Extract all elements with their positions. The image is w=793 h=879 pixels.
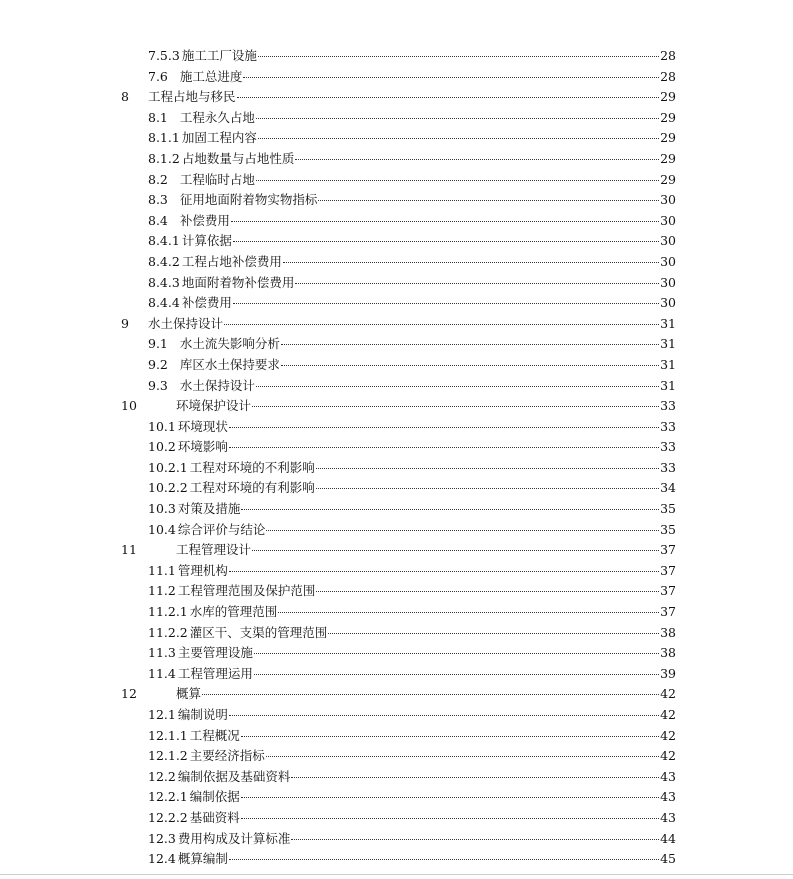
- toc-entry[interactable]: [148, 581, 676, 602]
- toc-entry[interactable]: [148, 170, 676, 191]
- toc-section-number: 8.1: [148, 109, 168, 125]
- toc-entry[interactable]: [148, 664, 676, 685]
- toc-section-title: 管理机构: [177, 562, 228, 578]
- dot-leader: [291, 777, 659, 778]
- toc-section-title: 库区水土保持要求: [179, 356, 280, 372]
- toc-row: [0, 705, 793, 726]
- toc-entry-title: [148, 829, 290, 850]
- toc-section-title: 工程管理运用: [177, 665, 253, 681]
- toc-section-number: 10.2.2: [148, 480, 188, 496]
- toc-entry[interactable]: [148, 767, 676, 788]
- toc-section-title: 工程对环境的有利影响: [189, 480, 315, 496]
- toc-row: [0, 108, 793, 129]
- toc-row: [0, 252, 793, 273]
- toc-entry-title: [148, 87, 236, 108]
- dot-leader: [252, 550, 659, 551]
- toc-entry-title: [148, 149, 294, 170]
- toc-section-number: 12.2.1: [148, 789, 188, 805]
- toc-page-number: 29: [660, 130, 676, 146]
- dot-leader: [252, 406, 659, 407]
- toc-entry[interactable]: [148, 46, 676, 67]
- toc-page-number: 30: [660, 212, 676, 228]
- toc-entry[interactable]: [148, 211, 676, 232]
- dot-leader: [316, 468, 659, 469]
- table-of-contents: [0, 46, 793, 870]
- dot-leader: [266, 530, 659, 531]
- toc-page-number: 35: [660, 501, 676, 517]
- toc-row: [0, 767, 793, 788]
- toc-entry-title: [148, 623, 327, 644]
- toc-row: [0, 643, 793, 664]
- toc-section-number: 8.4.2: [148, 253, 180, 269]
- toc-entry-title: [148, 417, 228, 438]
- toc-section-title: 征用地面附着物实物指标: [179, 192, 318, 208]
- toc-section-title: 计算依据: [181, 233, 232, 249]
- toc-page-number: 43: [660, 809, 676, 825]
- toc-row: [0, 829, 793, 850]
- toc-row: [0, 581, 793, 602]
- toc-entry[interactable]: [148, 520, 676, 541]
- toc-entry[interactable]: [148, 849, 676, 870]
- toc-page-number: 31: [660, 356, 676, 372]
- toc-entry-title: [148, 128, 257, 149]
- toc-section-number: 8.4: [148, 212, 168, 228]
- toc-entry-title: [148, 767, 290, 788]
- toc-section-number: 7.6: [148, 68, 168, 84]
- toc-page-number: 30: [660, 274, 676, 290]
- toc-entry[interactable]: [148, 808, 676, 829]
- dot-leader: [241, 797, 659, 798]
- toc-page-number: 30: [660, 253, 676, 269]
- toc-section-number: 10.2.1: [148, 459, 188, 475]
- toc-section-title: 工程占地与移民: [148, 89, 236, 105]
- toc-section-title: 工程管理范围及保护范围: [177, 583, 316, 599]
- toc-section-title: 编制说明: [177, 707, 228, 722]
- toc-section-title: 水库的管理范围: [189, 604, 278, 620]
- toc-entry-title: [148, 499, 240, 520]
- toc-entry[interactable]: [148, 684, 676, 705]
- toc-row: [0, 664, 793, 685]
- dot-leader: [256, 118, 659, 119]
- toc-section-number: 12.4: [148, 851, 176, 867]
- toc-page-number: 33: [660, 398, 676, 414]
- toc-entry-title: [148, 705, 228, 726]
- toc-row: [0, 478, 793, 499]
- toc-section-number: 11.2: [148, 583, 176, 599]
- toc-entry-title: [148, 664, 253, 685]
- dot-leader: [231, 221, 659, 222]
- page-bottom-edge: [0, 874, 793, 875]
- toc-entry-title: [148, 252, 282, 273]
- toc-row: [0, 396, 793, 417]
- toc-page-number: 29: [660, 171, 676, 187]
- toc-page-number: 42: [660, 707, 676, 722]
- toc-section-title: 工程占地补偿费用: [181, 253, 282, 269]
- dot-leader: [241, 818, 659, 819]
- toc-chapter-number: 10: [121, 398, 137, 414]
- dot-leader: [233, 241, 659, 242]
- toc-chapter-number: 12: [121, 686, 137, 702]
- toc-entry[interactable]: [148, 643, 676, 664]
- toc-entry-title: [148, 458, 315, 479]
- toc-entry[interactable]: [148, 540, 676, 561]
- toc-section-title: 编制依据: [189, 789, 240, 805]
- toc-section-title: 费用构成及计算标准: [177, 830, 291, 846]
- toc-section-number: 11.2.1: [148, 604, 188, 620]
- dot-leader: [229, 715, 659, 716]
- dot-leader: [256, 386, 659, 387]
- toc-entry[interactable]: [148, 417, 676, 438]
- dot-leader: [318, 200, 659, 201]
- toc-section-title: 补偿费用: [181, 295, 232, 311]
- toc-row: [0, 746, 793, 767]
- toc-entry-title: [148, 581, 315, 602]
- toc-section-title: 工程永久占地: [179, 109, 255, 125]
- toc-entry-title: [148, 561, 228, 582]
- dot-leader: [233, 303, 659, 304]
- toc-entry[interactable]: [148, 561, 676, 582]
- toc-section-number: 8.3: [148, 192, 168, 208]
- toc-page-number: 30: [660, 192, 676, 208]
- toc-entry[interactable]: [148, 334, 676, 355]
- toc-section-number: 10.1: [148, 418, 176, 434]
- toc-entry-title: [148, 478, 315, 499]
- toc-section-number: 10.3: [148, 501, 176, 517]
- toc-row: [0, 520, 793, 541]
- toc-page-number: 30: [660, 295, 676, 311]
- toc-entry[interactable]: [148, 252, 676, 273]
- dot-leader: [202, 694, 659, 695]
- toc-entry[interactable]: [148, 787, 676, 808]
- toc-page-number: 28: [660, 48, 676, 63]
- toc-entry[interactable]: [148, 108, 676, 129]
- toc-page-number: 28: [660, 68, 676, 84]
- toc-page-number: 31: [660, 377, 676, 393]
- toc-row: [0, 787, 793, 808]
- toc-section-title: 基础资料: [189, 809, 240, 825]
- toc-section-number: 8.1.2: [148, 150, 180, 166]
- toc-row: [0, 726, 793, 747]
- toc-page-number: 31: [660, 315, 676, 331]
- toc-section-title: 补偿费用: [179, 212, 230, 228]
- toc-section-number: 12.2.2: [148, 809, 188, 825]
- dot-leader: [229, 571, 659, 572]
- toc-chapter-number: 8: [121, 89, 129, 105]
- toc-section-title: 环境保护设计: [176, 398, 252, 414]
- toc-entry-title: [148, 746, 265, 767]
- toc-page-number: 33: [660, 459, 676, 475]
- toc-page-number: 39: [660, 665, 676, 681]
- toc-section-title: 工程对环境的不利影响: [189, 459, 315, 475]
- toc-row: [0, 67, 793, 88]
- dot-leader: [295, 283, 659, 284]
- toc-entry-title: [148, 643, 253, 664]
- toc-row: [0, 561, 793, 582]
- toc-section-title: 主要经济指标: [189, 748, 265, 764]
- toc-section-title: 概算: [176, 686, 202, 702]
- toc-row: [0, 849, 793, 870]
- toc-row: [0, 499, 793, 520]
- toc-row: [0, 293, 793, 314]
- toc-section-number: 8.4.3: [148, 274, 180, 290]
- toc-entry-title: [148, 849, 228, 870]
- toc-section-number: 12.3: [148, 830, 176, 846]
- toc-row: [0, 417, 793, 438]
- toc-row: [0, 602, 793, 623]
- toc-section-title: 地面附着物补偿费用: [181, 274, 295, 290]
- toc-section-number: 8.1.1: [148, 130, 180, 146]
- toc-entry[interactable]: [148, 67, 676, 88]
- toc-entry[interactable]: [148, 231, 676, 252]
- toc-row: [0, 170, 793, 191]
- toc-page-number: 42: [660, 727, 676, 743]
- toc-entry-title: [148, 808, 240, 829]
- toc-page-number: 43: [660, 789, 676, 805]
- toc-chapter-number: 9: [121, 315, 129, 331]
- toc-entry-title: [148, 334, 280, 355]
- toc-page-number: 30: [660, 233, 676, 249]
- toc-section-title: 环境现状: [177, 418, 228, 434]
- dot-leader: [266, 756, 659, 757]
- toc-row: [0, 314, 793, 335]
- toc-row: [0, 46, 793, 67]
- toc-entry[interactable]: [148, 437, 676, 458]
- toc-entry-title: [148, 211, 230, 232]
- toc-row: [0, 355, 793, 376]
- toc-section-number: 12.2: [148, 768, 176, 784]
- toc-section-title: 加固工程内容: [181, 130, 257, 146]
- toc-section-title: 工程管理设计: [176, 542, 252, 558]
- toc-row: [0, 623, 793, 644]
- dot-leader: [229, 447, 659, 448]
- dot-leader: [258, 56, 659, 57]
- toc-entry[interactable]: [148, 458, 676, 479]
- toc-section-number: 10.4: [148, 521, 176, 537]
- dot-leader: [254, 674, 659, 675]
- toc-entry-title: [148, 787, 240, 808]
- dot-leader: [224, 324, 659, 325]
- toc-entry-title: [148, 355, 280, 376]
- toc-row: [0, 273, 793, 294]
- toc-entry-title: [148, 293, 232, 314]
- toc-page-number: 37: [660, 562, 676, 578]
- toc-entry[interactable]: [148, 190, 676, 211]
- toc-row: [0, 128, 793, 149]
- toc-entry-title: [148, 437, 228, 458]
- toc-entry[interactable]: [148, 396, 676, 417]
- toc-entry-title: [148, 376, 255, 397]
- dot-leader: [254, 653, 659, 654]
- toc-page-number: 37: [660, 542, 676, 558]
- toc-entry[interactable]: [148, 87, 676, 108]
- toc-section-title: 施工工厂设施: [181, 48, 257, 63]
- toc-section-number: 9.2: [148, 356, 168, 372]
- toc-section-number: 11.2.2: [148, 624, 188, 640]
- toc-page-number: 29: [660, 150, 676, 166]
- dot-leader: [316, 488, 659, 489]
- toc-entry-title: [148, 684, 201, 705]
- toc-row: [0, 458, 793, 479]
- toc-entry[interactable]: [148, 499, 676, 520]
- toc-section-title: 环境影响: [177, 439, 228, 455]
- dot-leader: [243, 77, 659, 78]
- toc-entry-title: [148, 520, 265, 541]
- toc-row: [0, 808, 793, 829]
- toc-section-number: 8.2: [148, 171, 168, 187]
- dot-leader: [256, 180, 659, 181]
- dot-leader: [291, 839, 659, 840]
- toc-row: [0, 376, 793, 397]
- toc-section-title: 施工总进度: [179, 68, 243, 84]
- toc-section-number: 12.1: [148, 707, 176, 722]
- toc-entry[interactable]: [148, 746, 676, 767]
- toc-entry-title: [148, 190, 317, 211]
- toc-entry[interactable]: [148, 128, 676, 149]
- toc-section-title: 水土保持设计: [179, 377, 255, 393]
- toc-page-number: 33: [660, 439, 676, 455]
- dot-leader: [278, 612, 659, 613]
- toc-page-number: 38: [660, 624, 676, 640]
- toc-row: [0, 437, 793, 458]
- toc-entry-title: [148, 540, 251, 561]
- toc-page-number: 37: [660, 583, 676, 599]
- toc-page-number: 34: [660, 480, 676, 496]
- toc-entry[interactable]: [148, 705, 676, 726]
- toc-entry[interactable]: [148, 829, 676, 850]
- toc-entry[interactable]: [148, 726, 676, 747]
- dot-leader: [229, 859, 659, 860]
- toc-entry[interactable]: [148, 149, 676, 170]
- toc-entry[interactable]: [148, 623, 676, 644]
- toc-entry[interactable]: [148, 478, 676, 499]
- dot-leader: [283, 262, 659, 263]
- toc-entry-title: [148, 602, 277, 623]
- toc-page-number: 31: [660, 336, 676, 352]
- toc-section-number: 8.4.1: [148, 233, 180, 249]
- toc-row: [0, 684, 793, 705]
- toc-entry-title: [148, 67, 242, 88]
- toc-row: [0, 540, 793, 561]
- toc-entry-title: [148, 314, 223, 335]
- toc-page-number: 29: [660, 109, 676, 125]
- toc-section-title: 概算编制: [177, 851, 228, 867]
- toc-section-title: 水土保持设计: [148, 315, 224, 331]
- toc-row: [0, 231, 793, 252]
- toc-section-number: 9.1: [148, 336, 168, 352]
- toc-section-number: 11.3: [148, 645, 176, 661]
- toc-entry[interactable]: [148, 273, 676, 294]
- toc-entry-title: [148, 726, 240, 747]
- toc-section-number: 11.1: [148, 562, 176, 578]
- dot-leader: [295, 159, 659, 160]
- dot-leader: [237, 97, 660, 98]
- toc-section-number: 12.1.1: [148, 727, 188, 743]
- toc-row: [0, 190, 793, 211]
- toc-page-number: 43: [660, 768, 676, 784]
- toc-page-number: 45: [660, 851, 676, 867]
- toc-section-title: 主要管理设施: [177, 645, 253, 661]
- toc-section-title: 综合评价与结论: [177, 521, 266, 537]
- dot-leader: [281, 344, 659, 345]
- toc-page-number: 37: [660, 604, 676, 620]
- toc-entry-title: [148, 396, 251, 417]
- toc-page-number: 42: [660, 686, 676, 702]
- toc-entry[interactable]: [148, 602, 676, 623]
- toc-entry[interactable]: [148, 355, 676, 376]
- toc-section-title: 工程临时占地: [179, 171, 255, 187]
- toc-chapter-number: 11: [121, 542, 137, 558]
- toc-section-title: 水土流失影响分析: [179, 336, 280, 352]
- toc-page-number: 29: [660, 89, 676, 105]
- toc-section-number: 9.3: [148, 377, 168, 393]
- toc-entry[interactable]: [148, 293, 676, 314]
- dot-leader: [258, 138, 659, 139]
- toc-section-number: 12.1.2: [148, 748, 188, 764]
- toc-page-number: 44: [660, 830, 676, 846]
- toc-section-title: 占地数量与占地性质: [181, 150, 295, 166]
- toc-entry[interactable]: [148, 376, 676, 397]
- dot-leader: [241, 736, 659, 737]
- dot-leader: [229, 427, 659, 428]
- toc-row: [0, 211, 793, 232]
- toc-entry-title: [148, 273, 294, 294]
- toc-entry-title: [148, 170, 255, 191]
- toc-section-number: 8.4.4: [148, 295, 180, 311]
- toc-entry-title: [148, 46, 257, 67]
- toc-section-title: 灌区干、支渠的管理范围: [189, 624, 328, 640]
- dot-leader: [241, 509, 659, 510]
- toc-entry-title: [148, 108, 255, 129]
- toc-section-title: 编制依据及基础资料: [177, 768, 291, 784]
- toc-section-title: 工程概况: [189, 727, 240, 743]
- toc-section-number: 7.5.3: [148, 48, 180, 63]
- toc-entry-title: [148, 231, 232, 252]
- toc-row: [0, 334, 793, 355]
- toc-row: [0, 87, 793, 108]
- dot-leader: [316, 591, 659, 592]
- toc-page-number: 35: [660, 521, 676, 537]
- toc-entry[interactable]: [148, 314, 676, 335]
- toc-page-number: 42: [660, 748, 676, 764]
- toc-row: [0, 149, 793, 170]
- toc-page-number: 33: [660, 418, 676, 434]
- toc-page-number: 38: [660, 645, 676, 661]
- toc-section-number: 10.2: [148, 439, 176, 455]
- dot-leader: [328, 633, 659, 634]
- toc-section-title: 对策及措施: [177, 501, 241, 517]
- toc-section-number: 11.4: [148, 665, 176, 681]
- dot-leader: [281, 365, 659, 366]
